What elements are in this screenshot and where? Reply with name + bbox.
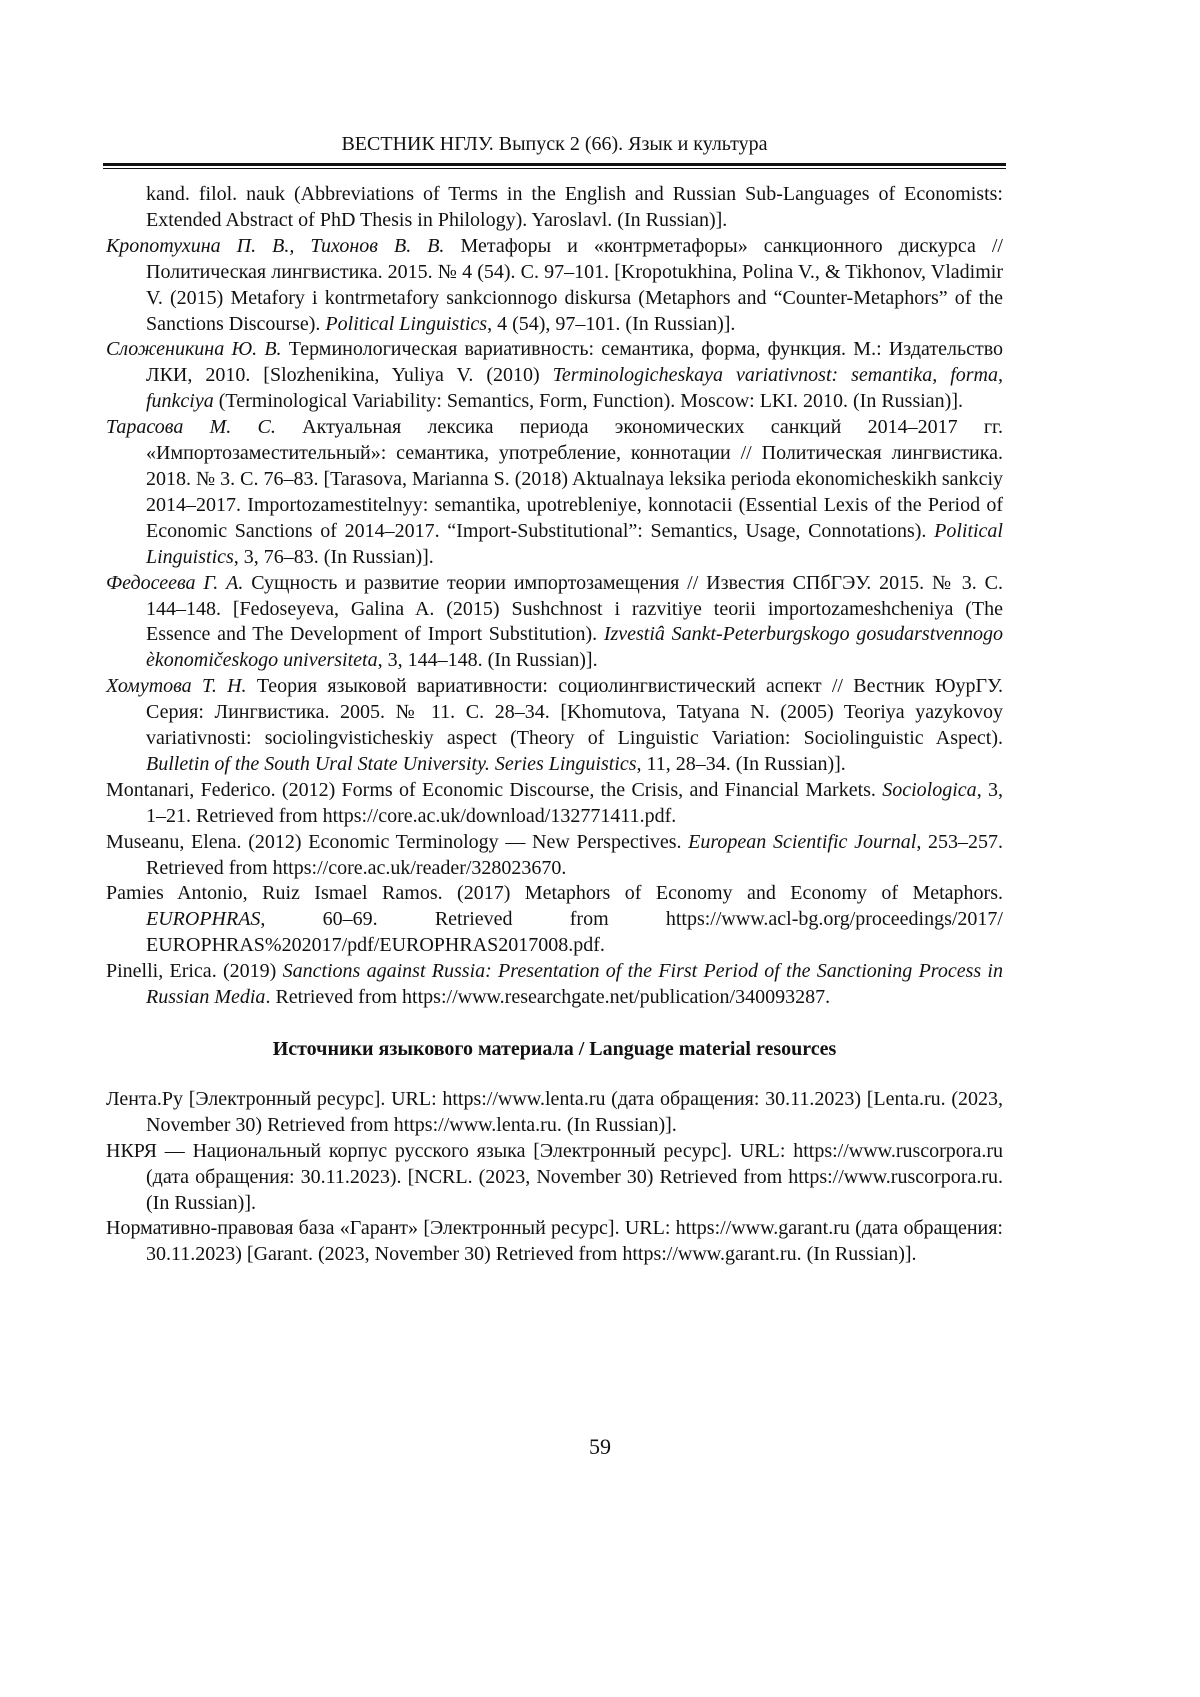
text: kand. filol. nauk (Abbreviations of Terms in the English and Russian Sub-Languages of Economists: Extended Abstract of PhD Thesis in Philology). Yaroslavl. (In Russian)]. [146, 183, 1003, 231]
sources-list [106, 1087, 1003, 1268]
text: Терминологическая вариативность: семантика, форма, функция. М.: Издательство ЛКИ, 2010. [Slozhenikina, Yuliya V. (2010) [146, 338, 1003, 386]
sources-heading: Источники языкового материала / Language material resources [106, 1037, 1003, 1063]
page-number: 59 [0, 1434, 1200, 1460]
text: . Retrieved from https://www.researchgate.net/publication/340093287. [265, 986, 830, 1008]
text: , 3, 76–83. (In Russian)]. [234, 546, 434, 568]
reference-entry [106, 881, 1003, 959]
italic-text: Political Linguistics [146, 520, 1003, 568]
reference-entry [106, 778, 1003, 830]
text: Сущность и развитие теории импортозамещения // Известия СПбГЭУ. 2015. № 3. С. 144–148. [Fedoseyeva, Galina A. (2015) Sushchnost i razvitiye teorii importozameshcheniya (The Essence and The Development of Import Substitution). [146, 572, 1003, 646]
italic-text: Sanctions against Russia: Presentation of the First Period of the Sanctioning Process in Russian Media [146, 960, 1003, 1008]
reference-entry [106, 674, 1003, 778]
text: Pinelli, Erica. (2019) [106, 960, 283, 982]
italic-text: European Scientific Journal [688, 831, 916, 853]
references-list [106, 182, 1003, 1011]
italic-text: Тарасова М. С. [106, 416, 276, 438]
source-entry [106, 1216, 1003, 1268]
italic-text: Sociologica [882, 779, 976, 801]
text: Museanu, Elena. (2012) Economic Terminology — New Perspectives. [106, 831, 688, 853]
text: , 11, 28–34. (In Russian)]. [637, 753, 846, 775]
reference-entry [106, 182, 1003, 234]
italic-text: Кропотухина П. В., Тихонов В. В. [106, 235, 444, 257]
text: Нормативно-правовая база «Гарант» [Электронный ресурс]. URL: https://www.garant.ru (дата обращения: 30.11.2023) [Garant. (2023, November 30) Retrieved from https://www.garant.ru. (In Russian)]. [106, 1217, 1003, 1265]
reference-entry [106, 830, 1003, 882]
text: Теория языковой вариативности: социолингвистический аспект // Вестник ЮурГУ. Серия: Лингвистика. 2005. № 11. С. 28–34. [Khomutova, Tatyana N. (2005) Teoriya yazykovoy variativnosti: sociolingvisticheskiy aspect (Theory of Linguistic Variation: Sociolinguistic Aspect). [146, 675, 1003, 749]
italic-text: EUROPHRAS [146, 908, 260, 930]
italic-text: Федосеева Г. А. [106, 572, 243, 594]
text: Лента.Ру [Электронный ресурс]. URL: https://www.lenta.ru (дата обращения: 30.11.2023) [Lenta.ru. (2023, November 30) Retrieved from https://www.lenta.ru. (In Russian)]. [106, 1088, 1003, 1136]
page-body [106, 182, 1003, 1268]
text: НКРЯ — Национальный корпус русского языка [Электронный ресурс]. URL: https://www.ruscorpora.ru (дата обращения: 30.11.2023). [NCRL. (2023, November 30) Retrieved from https://www.ruscorpora.ru. (In Russian)]. [106, 1140, 1003, 1214]
italic-text: Bulletin of the South Ural State University. Series Linguistics [146, 753, 637, 775]
text: Метафоры и «контрметафоры» санкционного дискурса // Политическая лингвистика. 2015. № 4 (54). С. 97–101. [Kropotukhina, Polina V., & Tikhonov, Vladimir V. (2015) Metafory i kontrmetafory sankcionnogo diskursa (Metaphors and “Counter-Metaphors” of the Sanctions Discourse). [146, 235, 1003, 335]
italic-text: Сложеникина Ю. В. [106, 338, 282, 360]
running-header: ВЕСТНИК НГЛУ. Выпуск 2 (66). Язык и культура [106, 133, 1003, 156]
reference-entry [106, 234, 1003, 338]
italic-text: Terminologicheskaya variativnost: semantika, forma, funkciya [146, 364, 1003, 412]
header-rule-thin [103, 168, 1006, 169]
source-entry [106, 1087, 1003, 1139]
text: (Terminological Variability: Semantics, Form, Function). Moscow: LKI. 2010. (In Russian)]. [214, 390, 963, 412]
reference-entry [106, 959, 1003, 1011]
text: , 253–257. Retrieved from https://core.ac.uk/reader/328023670. [146, 831, 1003, 879]
text: , 3, 1–21. Retrieved from https://core.ac.uk/download/132771411.pdf. [146, 779, 1003, 827]
text: Актуальная лексика периода экономических санкций 2014–2017 гг. «Импортозаместительный»: семантика, употребление, коннотации // Политическая лингвистика. 2018. № 3. С. 76–83. [Tarasova, Marianna S. (2018) Aktualnaya leksika perioda ekonomicheskikh sankciy 2014–2017. Importozamestitelnyy: semantika, upotrebleniye, konnotacii (Essential Lexis of the Period of Economic Sanctions of 2014–2017. “Import-Substitutional”: Semantics, Usage, Connotations). [146, 416, 1003, 542]
italic-text: Хомутова Т. Н. [106, 675, 247, 697]
reference-entry [106, 571, 1003, 675]
italic-text: Political Linguistics [325, 313, 487, 335]
reference-entry [106, 415, 1003, 570]
text: , 60–69. Retrieved from https://www.acl-bg.org/proceedings/2017/ EUROPHRAS%202017/pdf/EUROPHRAS2017008.pdf. [146, 908, 1003, 956]
source-entry [106, 1139, 1003, 1217]
header-rule [103, 163, 1006, 166]
italic-text: Izvestiâ Sankt-Peterburgskogo gosudarstvennogo èkonomičeskogo universiteta [146, 623, 1003, 671]
reference-entry [106, 337, 1003, 415]
text: Pamies Antonio, Ruiz Ismael Ramos. (2017) Metaphors of Economy and Economy of Metaphors. [106, 882, 1003, 904]
text: Montanari, Federico. (2012) Forms of Economic Discourse, the Crisis, and Financial Markets. [106, 779, 882, 801]
text: , 4 (54), 97–101. (In Russian)]. [487, 313, 735, 335]
text: , 3, 144–148. (In Russian)]. [378, 649, 598, 671]
